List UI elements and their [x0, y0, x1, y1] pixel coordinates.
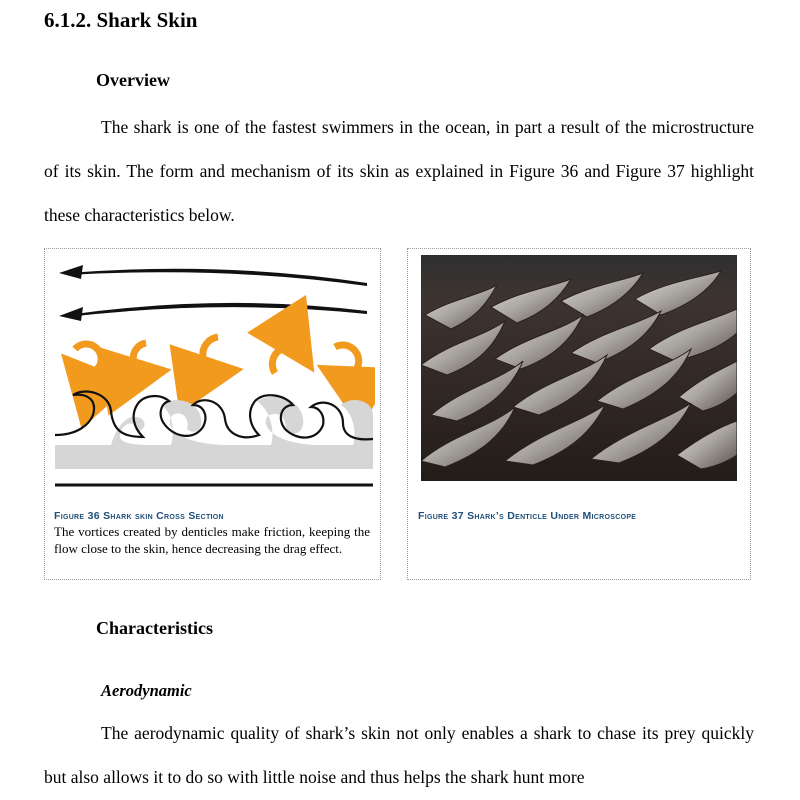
figure-37 — [407, 248, 751, 580]
figure-36 — [44, 248, 381, 580]
overview-paragraph: The shark is one of the fastest swimmers in the ocean, in part a result of the microstructure of its skin. The form and mechanism of its skin as explained in Figure 36 and Figure 37 highlight these characteristics below. — [44, 117, 754, 225]
section-title: 6.1.2. Shark Skin — [44, 8, 198, 32]
figure-37-caption: Figure 37 Shark’s Denticle Under Microscope — [418, 510, 637, 522]
flow-line-middle — [59, 303, 367, 321]
vortex-arrows — [75, 337, 359, 377]
aerodynamic-paragraph: The aerodynamic quality of shark’s skin not only enables a shark to chase its prey quickly but also allows it to do so with little noise and thus helps the shark hunt more — [44, 723, 754, 787]
figure-36-caption: Figure 36 Shark skin Cross Section — [54, 510, 224, 522]
overview-heading: Overview — [96, 70, 170, 90]
figure-36-note: The vortices created by denticles make friction, keeping the flow close to the skin, hence decreasing the drag effect. — [54, 524, 370, 556]
characteristics-heading: Characteristics — [96, 618, 213, 638]
denticle-microscope-photo — [421, 255, 737, 481]
aerodynamic-heading: Aerodynamic — [101, 681, 192, 700]
skin-denticles — [55, 392, 373, 485]
shark-skin-cross-section-diagram — [53, 255, 375, 495]
flow-line-top — [59, 265, 367, 286]
